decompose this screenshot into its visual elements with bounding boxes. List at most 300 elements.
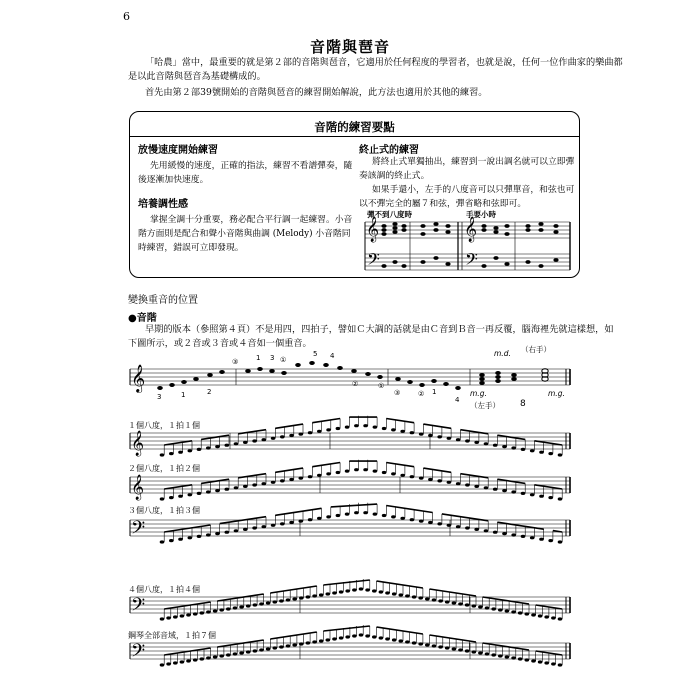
svg-text:②: ② [418,390,425,398]
note-head [215,445,220,448]
svg-text:①: ① [378,382,385,390]
note-head [292,597,297,600]
note-head [271,437,276,440]
note-head [525,658,530,661]
note-head [511,446,516,449]
example-label-3: ３個八度，１拍３個 [128,506,200,515]
note-head [437,479,442,482]
note-head [405,594,410,597]
note-head [498,608,503,611]
note-head [474,485,479,488]
note-head [273,646,278,649]
mg-marking-right: m.g. [548,389,565,398]
note-head [410,518,415,521]
note-head [502,532,507,535]
intro-line-2: 是以此音階與琶音為基礎構成的。 [128,71,266,82]
note-head [544,661,549,664]
note-head [289,434,294,437]
tip-cadence-line-1: 將終止式單獨抽出，練習到一說出調名就可以立即彈 [372,157,575,167]
note-head [418,642,423,645]
note-head [188,449,193,452]
note-head [538,660,543,663]
note-head [548,452,553,455]
note-head [558,453,563,456]
note-head [219,608,224,611]
note-head [447,437,452,440]
svg-text:𝄢: 𝄢 [465,249,478,273]
note-head [502,489,507,492]
note-head [326,592,331,595]
note-head [326,515,331,518]
note-head [465,483,470,486]
note-head [243,485,248,488]
tip-heading-tonality: 培養調性感 [138,199,188,210]
note-head [345,635,350,638]
note-head [373,426,378,429]
example-label-4: ４個八度，１拍４個 [128,585,200,594]
note-head [312,594,317,597]
note-head [280,522,285,525]
note-head [160,453,165,456]
note-head [400,517,405,520]
note-head [392,638,397,641]
note-head [544,615,549,618]
note-head [354,468,359,471]
note-head [505,609,510,612]
note-head [246,650,251,653]
note-head [299,642,304,645]
right-hand-marking: （右手） [521,345,551,354]
note-head [418,596,423,599]
note-head [548,496,553,499]
note-head [206,656,211,659]
note-head [299,433,304,436]
note-head [359,633,364,636]
svg-text:𝄞: 𝄞 [131,364,146,392]
note-head [336,427,341,430]
note-head [219,654,224,657]
note-head [306,595,311,598]
note-head [400,430,405,433]
note-head [312,640,317,643]
example-staff-1 [130,416,570,457]
cadence-label-small-hand: 手要小時 [466,210,496,219]
note-head [478,651,483,654]
note-head [399,639,404,642]
note-head [412,595,417,598]
note-head [188,536,193,539]
section-heading: 變換重音的位置 [128,295,198,306]
note-head [365,634,370,637]
example-label-2: ２個八度，１拍２個 [128,464,200,473]
note-head [385,591,390,594]
note-head [339,636,344,639]
note-head [289,478,294,481]
note-head [465,649,470,652]
box-title: 音階的練習要點 [314,120,395,134]
note-head [363,468,368,471]
note-head [465,439,470,442]
svg-text:③: ③ [394,389,401,397]
note-head [539,495,544,498]
note-head [299,596,304,599]
note-head [193,612,198,615]
note-head [478,605,483,608]
note-head [458,648,463,651]
mg-marking-left: m.g. [470,389,487,398]
note-head [266,601,271,604]
note-head [419,433,424,436]
note-head [336,514,341,517]
note-head [452,601,457,604]
note-head [530,536,535,539]
note-head [252,483,257,486]
note-head [521,492,526,495]
note-head [373,470,378,473]
note-head [197,535,202,538]
note-head [531,613,536,616]
note-head [326,638,331,641]
note-head [233,652,238,655]
note-head [428,478,433,481]
note-head [445,600,450,603]
note-head [372,589,377,592]
svg-text:1: 1 [256,354,261,362]
note-head [382,427,387,430]
note-head [354,424,359,427]
note-head [485,606,490,609]
note-head [271,524,276,527]
note-head [306,641,311,644]
svg-text:4: 4 [455,396,460,404]
note-head [180,614,185,617]
note-head [539,451,544,454]
note-head [531,659,536,662]
clef-icon: 𝄢 [131,641,146,666]
note-head [445,646,450,649]
svg-text:3: 3 [270,354,275,362]
note-head [200,611,205,614]
note-head [197,492,202,495]
note-head [234,486,239,489]
note-head [160,617,165,620]
note-head [173,661,178,664]
note-head [511,533,516,536]
note-head [474,441,479,444]
note-head [456,525,461,528]
tip-tonality-line-1: 掌握全調十分重要，務必配合平行調一起練習。小音 [150,215,353,225]
note-head [493,444,498,447]
note-head [166,616,171,619]
clef-icon: 𝄞 [131,431,145,456]
note-head [538,614,543,617]
note-head [317,474,322,477]
svg-text:①: ① [280,356,287,364]
note-head [410,431,415,434]
note-head [352,634,357,637]
example-label-1: １個八度，１拍１個 [128,421,200,430]
tip-cadence-line-3: 如果手還小，左手的八度音可以只彈單音，和弦也可 [372,185,575,195]
note-head [332,637,337,640]
note-head [548,539,553,542]
note-head [359,587,364,590]
svg-text:𝄢: 𝄢 [367,249,380,273]
tip-slow-line-2: 後逐漸加快速度。 [138,175,209,185]
note-head [326,472,331,475]
note-head [511,490,516,493]
svg-text:1: 1 [432,388,437,396]
note-head [279,599,284,602]
note-head [206,490,211,493]
note-head [379,590,384,593]
note-head [410,475,415,478]
note-head [392,592,397,595]
note-head [437,522,442,525]
svg-text:③: ③ [232,358,239,366]
note-head [246,604,251,607]
tip-cadence-line-4: 以不彈完全的屬７和弦，彈省略和弦即可。 [359,199,527,209]
note-head [215,489,220,492]
note-head [484,442,489,445]
note-head [326,428,331,431]
note-head [502,445,507,448]
svg-text:5: 5 [313,350,318,358]
note-head [319,593,324,596]
note-head [213,609,218,612]
note-head [243,528,248,531]
note-head [447,481,452,484]
note-head [465,526,470,529]
note-head [273,600,278,603]
note-head [412,641,417,644]
note-head [262,482,267,485]
note-head [262,438,267,441]
note-head [280,435,285,438]
note-head [465,603,470,606]
note-head [319,639,324,642]
example-label-5: 鋼琴全部音域，１拍７個 [128,631,216,640]
note-head [193,658,198,661]
octave-marking: 8 [520,399,526,409]
note-head [438,645,443,648]
note-head [169,496,174,499]
note-head [474,528,479,531]
note-head [160,540,165,543]
note-head [345,470,350,473]
tip-heading-slow: 放慢速度開始練習 [138,145,218,156]
note-head [206,533,211,536]
note-head [243,441,248,444]
svg-text:4: 4 [330,352,335,360]
note-head [493,488,498,491]
note-head [178,538,183,541]
note-head [166,662,171,665]
note-head [558,540,563,543]
note-head [239,605,244,608]
note-head [299,520,304,523]
note-head [400,474,405,477]
note-head [332,591,337,594]
note-head [558,617,563,620]
note-head [352,588,357,591]
example-staff-3 [130,503,570,544]
note-head [558,497,563,500]
note-head [438,599,443,602]
note-head [551,662,556,665]
note-head [225,444,230,447]
tip-heading-cadence: 終止式的練習 [359,145,419,156]
note-head [530,449,535,452]
scale-text-line-2: 下圖所示，或２音或３音或４音如一個重音。 [128,338,312,349]
note-head [432,644,437,647]
note-head [405,640,410,643]
note-head [432,598,437,601]
note-head [485,652,490,655]
note-head [428,521,433,524]
note-head [484,486,489,489]
note-head [511,656,516,659]
note-head [225,531,230,534]
note-head [279,645,284,648]
note-head [160,497,165,500]
note-head [345,589,350,592]
note-head [372,635,377,638]
note-head [419,520,424,523]
note-head [551,616,556,619]
tip-tonality-line-3: 時練習，錯誤可立即發現。 [138,243,244,253]
note-head [266,647,271,650]
note-head [472,604,477,607]
note-head [253,603,258,606]
note-head [373,513,378,516]
note-head [180,660,185,663]
note-head [345,513,350,516]
example-staff-5 [130,625,570,667]
note-head [178,451,183,454]
note-head [252,439,257,442]
note-head [385,637,390,640]
note-head [530,493,535,496]
note-head [491,607,496,610]
note-head [452,647,457,650]
svg-text:1: 1 [181,391,186,399]
note-head [252,526,257,529]
note-head [206,610,211,613]
note-head [233,606,238,609]
scale-text-line-1: 早期的版本（參照第４頁）不是用四，四拍子，譬如Ｃ大調的話就是由Ｃ音到Ｂ音一再反覆，腦海裡先就這樣想，如 [145,324,614,335]
note-head [317,430,322,433]
note-head [539,538,544,541]
note-head [178,495,183,498]
note-head [259,602,264,605]
note-head [280,479,285,482]
clef-icon: 𝄢 [131,595,146,620]
note-head [262,525,267,528]
note-head [518,657,523,660]
note-head [419,477,424,480]
note-head [292,643,297,646]
note-head [215,532,220,535]
note-head [363,424,368,427]
note-head [447,524,452,527]
note-head [186,659,191,662]
note-head [271,481,276,484]
note-head [197,448,202,451]
intro-line-1: 「哈農」當中，最重要的就是第２部的音階與琶音，它適用於任何程度的學習者，也就是說，任何一位作曲家的樂曲都 [145,57,623,68]
note-head [286,644,291,647]
page-title: 音階與琶音 [309,38,390,56]
note-head [253,649,258,652]
note-head [379,636,384,639]
note-head [365,588,370,591]
note-head [239,651,244,654]
clef-icon: 𝄢 [131,518,146,543]
note-head [299,477,304,480]
svg-text:②: ② [352,380,359,388]
note-head [425,643,430,646]
note-head [226,653,231,656]
note-head [399,593,404,596]
md-marking: m.d. [494,349,511,358]
note-head [493,531,498,534]
example-staff-2 [130,460,570,501]
note-head [518,611,523,614]
note-head [521,448,526,451]
note-head [456,482,461,485]
note-head [289,521,294,524]
tip-slow-line-1: 先用緩慢的速度，正確的指法，練習不看譜彈奏，隨 [150,161,353,171]
note-head [525,612,530,615]
left-hand-marking: （左手） [470,401,500,410]
note-head [425,597,430,600]
note-head [308,431,313,434]
tip-cadence-line-2: 奏該調的終止式。 [359,171,430,181]
note-head [160,663,165,666]
note-head [186,613,191,616]
note-head [226,607,231,610]
note-head [505,655,510,658]
example-staff-4 [130,579,570,621]
note-head [354,511,359,514]
note-head [472,650,477,653]
note-head [206,446,211,449]
scale-bullet: ●音階 [128,313,157,324]
note-head [169,452,174,455]
note-head [558,663,563,666]
note-head [391,428,396,431]
note-head [169,539,174,542]
tip-tonality-line-2: 階方面則是配合和聲小音階與曲調 (Melody) 小音階同 [138,229,351,239]
note-head [491,653,496,656]
note-head [339,590,344,593]
note-head [259,648,264,651]
note-head [200,657,205,660]
svg-text:𝄞: 𝄞 [366,217,380,242]
svg-text:2: 2 [207,388,212,396]
page-number: 6 [123,10,130,23]
note-head [308,475,313,478]
clef-icon: 𝄞 [131,475,145,500]
note-head [382,471,387,474]
note-head [428,434,433,437]
note-head [345,426,350,429]
note-head [188,493,193,496]
note-head [391,472,396,475]
note-head [336,471,341,474]
note-head [498,654,503,657]
intro-line-3: 首先由第２部39號開始的音階與琶音的練習開始解說，此方法也適用於其他的練習。 [145,87,488,98]
note-head [391,515,396,518]
